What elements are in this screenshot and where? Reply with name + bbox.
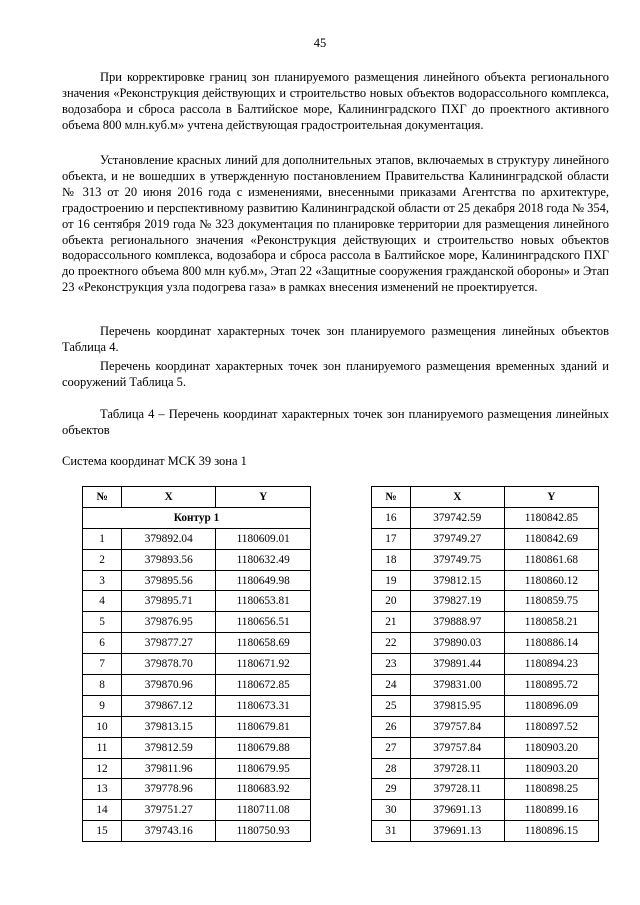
point-number: 28 (372, 758, 411, 779)
table-row (372, 528, 599, 549)
point-number: 11 (83, 737, 122, 758)
table-row (372, 821, 599, 842)
coord-x: 379812.15 (410, 570, 504, 591)
coord-y: 1180673.31 (216, 695, 311, 716)
coord-y: 1180679.88 (216, 737, 311, 758)
point-number: 7 (83, 654, 122, 675)
table-caption: Таблица 4 – Перечень координат характерных точек зон планируемого размещения линейных объектов (62, 407, 609, 437)
coord-x: 379743.16 (122, 821, 216, 842)
coord-y: 1180632.49 (216, 549, 311, 570)
coord-y: 1180896.09 (504, 695, 598, 716)
header-number: № (83, 487, 122, 508)
coord-y: 1180842.69 (504, 528, 598, 549)
coord-x: 379831.00 (410, 675, 504, 696)
coord-y: 1180860.12 (504, 570, 598, 591)
point-number: 12 (83, 758, 122, 779)
table-row (83, 779, 311, 800)
coord-x: 379815.95 (410, 695, 504, 716)
coord-y: 1180861.68 (504, 549, 598, 570)
table-row (372, 612, 599, 633)
coord-x: 379813.15 (122, 716, 216, 737)
point-number: 24 (372, 675, 411, 696)
point-number: 26 (372, 716, 411, 737)
coord-y: 1180899.16 (504, 800, 598, 821)
coord-x: 379895.56 (122, 570, 216, 591)
coord-y: 1180658.69 (216, 633, 311, 654)
point-number: 13 (83, 779, 122, 800)
header-number: № (372, 487, 411, 508)
coord-y: 1180898.25 (504, 779, 598, 800)
point-number: 8 (83, 675, 122, 696)
header-x: X (410, 487, 504, 508)
table-row (372, 549, 599, 570)
table-row (83, 758, 311, 779)
contour-row (83, 507, 311, 528)
coord-x: 379895.71 (122, 591, 216, 612)
table-row (83, 528, 311, 549)
coordinate-table-right (371, 486, 599, 842)
point-number: 25 (372, 695, 411, 716)
coord-x: 379728.11 (410, 758, 504, 779)
coord-x: 379876.95 (122, 612, 216, 633)
table-row (372, 654, 599, 675)
coord-y: 1180671.92 (216, 654, 311, 675)
coord-y: 1180683.92 (216, 779, 311, 800)
table-row (83, 549, 311, 570)
point-number: 1 (83, 528, 122, 549)
table-row (83, 591, 311, 612)
coord-x: 379742.59 (410, 507, 504, 528)
table-row (372, 507, 599, 528)
point-number: 17 (372, 528, 411, 549)
coord-x: 379778.96 (122, 779, 216, 800)
coord-y: 1180656.51 (216, 612, 311, 633)
point-number: 2 (83, 549, 122, 570)
point-number: 30 (372, 800, 411, 821)
table-header-row (83, 487, 311, 508)
point-number: 5 (83, 612, 122, 633)
point-number: 19 (372, 570, 411, 591)
table-row (83, 612, 311, 633)
table-row (372, 633, 599, 654)
table-row (372, 737, 599, 758)
coord-x: 379888.97 (410, 612, 504, 633)
point-number: 27 (372, 737, 411, 758)
header-y: Y (216, 487, 311, 508)
coord-y: 1180903.20 (504, 737, 598, 758)
coord-x: 379877.27 (122, 633, 216, 654)
point-number: 10 (83, 716, 122, 737)
table-row (372, 779, 599, 800)
coord-y: 1180894.23 (504, 654, 598, 675)
table-row (372, 758, 599, 779)
point-number: 15 (83, 821, 122, 842)
coord-y: 1180896.15 (504, 821, 598, 842)
coord-x: 379891.44 (410, 654, 504, 675)
coord-x: 379749.27 (410, 528, 504, 549)
coord-x: 379867.12 (122, 695, 216, 716)
coordinate-system-label: Система координат МСК 39 зона 1 (62, 454, 247, 468)
coord-x: 379893.56 (122, 549, 216, 570)
coord-y: 1180897.52 (504, 716, 598, 737)
point-number: 3 (83, 570, 122, 591)
coord-x: 379751.27 (122, 800, 216, 821)
table-row (372, 675, 599, 696)
table-row (372, 695, 599, 716)
table-header-row (372, 487, 599, 508)
coord-x: 379870.96 (122, 675, 216, 696)
paragraph-red-lines: Установление красных линий для дополнительных этапов, включаемых в структуру линейного объекта, и не вошедших в утвержденную постановлением Правительства Калининградской области № 313 от 20 июня 2016 года с изменениями, внесенными приказами Агентства по архитектуре, градостроению и перспективному развитию Калининградской области от 25 декабря 2018 года № 354, от 16 сентября 2019 года № 323 документация по планировке территории для размещения линейного объекта регионального значения «Реконструкция действующих и строительство новых объектов водорассольного комплекса, водозабора и сброса рассола в Балтийское море, Калининградского ПХГ до проектного объема 800 млн куб.м», Этап 22 «Защитные сооружения гражданской обороны» и Этап 23 «Реконструкция узла подогрева газа» в рамках внесения изменений не проектируется. (62, 153, 610, 295)
point-number: 18 (372, 549, 411, 570)
coord-y: 1180859.75 (504, 591, 598, 612)
table-row (83, 800, 311, 821)
coord-x: 379728.11 (410, 779, 504, 800)
coord-y: 1180653.81 (216, 591, 311, 612)
table-row (372, 570, 599, 591)
header-x: X (122, 487, 216, 508)
point-number: 6 (83, 633, 122, 654)
table-row (372, 716, 599, 737)
table-row (83, 570, 311, 591)
coord-x: 379757.84 (410, 737, 504, 758)
coord-y: 1180886.14 (504, 633, 598, 654)
coord-y: 1180711.08 (216, 800, 311, 821)
point-number: 9 (83, 695, 122, 716)
point-number: 31 (372, 821, 411, 842)
table-row (372, 591, 599, 612)
table-row (83, 654, 311, 675)
coord-y: 1180679.81 (216, 716, 311, 737)
coord-y: 1180750.93 (216, 821, 311, 842)
coord-x: 379757.84 (410, 716, 504, 737)
point-number: 14 (83, 800, 122, 821)
paragraph-boundary-adjustment: При корректировке границ зон планируемого размещения линейного объекта регионального значения «Реконструкция действующих и строительство новых объектов водорассольного комплекса, водозабора и сброса рассола в Балтийское море, Калининградского ПХГ до проектного активного объема 800 млн.куб.м» учтена действующая градостроительная документация. (62, 70, 609, 132)
coord-x: 379811.96 (122, 758, 216, 779)
coord-x: 379691.13 (410, 800, 504, 821)
table-row (83, 821, 311, 842)
table-row (83, 716, 311, 737)
coord-y: 1180903.20 (504, 758, 598, 779)
coord-x: 379827.19 (410, 591, 504, 612)
coord-y: 1180858.21 (504, 612, 598, 633)
header-y: Y (504, 487, 598, 508)
page-number: 45 (313, 36, 327, 50)
table-row (83, 695, 311, 716)
table-row (83, 633, 311, 654)
coord-y: 1180609.01 (216, 528, 311, 549)
table-row (83, 675, 311, 696)
coord-x: 379812.59 (122, 737, 216, 758)
point-number: 4 (83, 591, 122, 612)
point-number: 29 (372, 779, 411, 800)
point-number: 23 (372, 654, 411, 675)
point-number: 21 (372, 612, 411, 633)
point-number: 16 (372, 507, 411, 528)
point-number: 22 (372, 633, 411, 654)
coord-y: 1180649.98 (216, 570, 311, 591)
table-row (83, 737, 311, 758)
coord-y: 1180679.95 (216, 758, 311, 779)
coord-x: 379892.04 (122, 528, 216, 549)
coord-y: 1180672.85 (216, 675, 311, 696)
coord-x: 379749.75 (410, 549, 504, 570)
table-row (372, 800, 599, 821)
coord-x: 379890.03 (410, 633, 504, 654)
paragraph-table4-reference: Перечень координат характерных точек зон планируемого размещения линейных объектов Таблица 4. (62, 324, 609, 354)
paragraph-table5-reference: Перечень координат характерных точек зон планируемого размещения временных зданий и сооружений Таблица 5. (62, 359, 609, 389)
coordinate-table-left (82, 486, 311, 842)
point-number: 20 (372, 591, 411, 612)
coord-y: 1180895.72 (504, 675, 598, 696)
contour-label: Контур 1 (83, 507, 311, 528)
coord-x: 379878.70 (122, 654, 216, 675)
coord-y: 1180842.85 (504, 507, 598, 528)
coord-x: 379691.13 (410, 821, 504, 842)
